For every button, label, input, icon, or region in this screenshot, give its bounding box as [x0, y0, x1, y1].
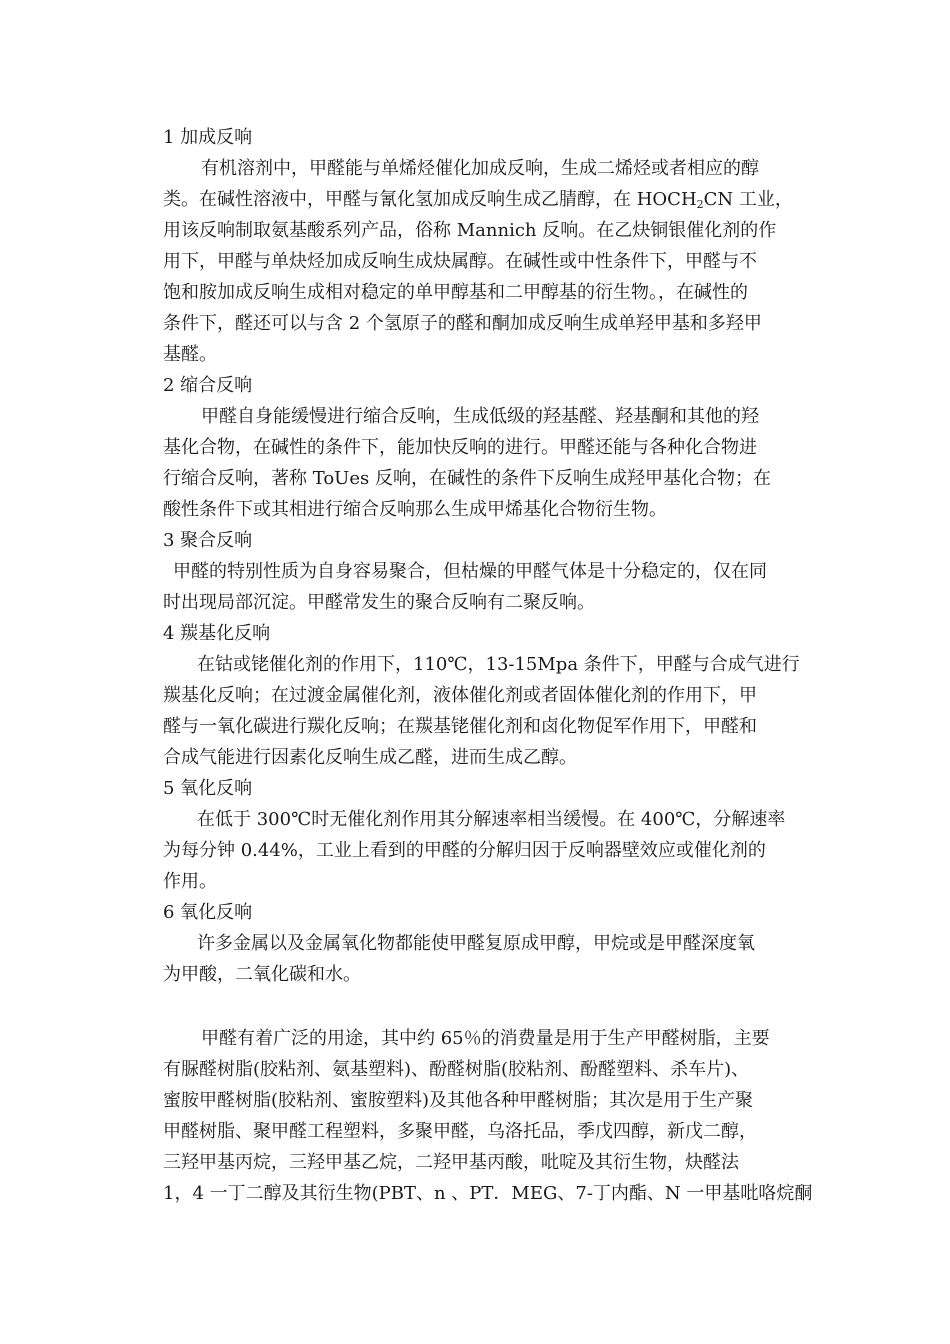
section-paragraph-oxidation-6: [163, 928, 809, 990]
paragraph-line: 为每分钟 0.44%，工业上看到的甲醛的分解归因于反响器壁效应或催化剂的: [163, 840, 766, 861]
section-paragraph-carbonylation: [163, 649, 809, 773]
paragraph-line: 作用。: [163, 871, 217, 892]
section-heading-oxidation-6: 6 氧化反响: [163, 902, 253, 923]
paragraph-line: 羰基化反响；在过渡金属催化剂，液体催化剂或者固体催化剂的作用下，甲: [163, 685, 757, 706]
paragraph-line: 许多金属以及金属氧化物都能使甲醛复原成甲醇，甲烷或是甲醛深度氧: [197, 933, 755, 954]
paragraph-line: 甲醛树脂、聚甲醛工程塑料，多聚甲醛，乌洛托品，季戊四醇，新戊二醇，: [163, 1121, 757, 1142]
section-paragraph-condensation: [163, 401, 809, 525]
paragraph-line: 1，4 一丁二醇及其衍生物(PBT、n 、PT．MEG、7-丁内酯、N 一甲基吡咯烷酮: [163, 1183, 813, 1204]
section-heading-condensation: 2 缩合反响: [163, 375, 253, 396]
paragraph-line: 合成气能进行因素化反响生成乙醛，进而生成乙醇。: [163, 747, 577, 768]
subscript-text: 2: [696, 198, 704, 211]
paragraph-line: 在低于 300℃时无催化剂作用其分解速率相当缓慢。在 400℃，分解速率: [197, 809, 786, 830]
blank-spacer: [163, 990, 809, 1023]
section-paragraph-addition: [163, 153, 809, 370]
paragraph-line: 为甲酸，二氧化碳和水。: [163, 964, 361, 985]
paragraph-line: 甲醛的特别性质为自身容易聚合，但枯燥的甲醛气体是十分稳定的，仅在同: [173, 561, 767, 582]
line-text: CN 工业，: [703, 189, 793, 210]
section-heading-addition: 1 加成反响: [163, 127, 253, 148]
paragraph-line: 时出现局部沉淀。甲醛常发生的聚合反响有二聚反响。: [163, 592, 595, 613]
section-heading-oxidation-5: 5 氧化反响: [163, 778, 253, 799]
paragraph-line: 有机溶剂中，甲醛能与单烯烃催化加成反响，生成二烯烃或者相应的醇: [201, 158, 759, 179]
paragraph-line: 在钴或铑催化剂的作用下，110℃，13-15Mpa 条件下，甲醛与合成气进行: [197, 654, 800, 675]
paragraph-line: 基醛。: [163, 344, 217, 365]
paragraph-line: 用下，甲醛与单炔烃加成反响生成炔属醇。在碱性或中性条件下，甲醛与不: [163, 251, 757, 272]
section-heading-carbonylation: 4 羰基化反响: [163, 623, 271, 644]
paragraph-line: [163, 184, 809, 215]
paragraph-line: 三羟甲基丙烷，三羟甲基乙烷，二羟甲基丙酸，吡啶及其衍生物，炔醛法: [163, 1152, 739, 1173]
usage-paragraph: [163, 1023, 813, 1209]
paragraph-line: 行缩合反响，著称 ToUes 反响，在碱性的条件下反响生成羟甲基化合物；在: [163, 468, 771, 489]
paragraph-line: 蜜胺甲醛树脂(胶粘剂、蜜胺塑料)及其他各种甲醛树脂；其次是用于生产聚: [163, 1090, 754, 1111]
line-text: 类。在碱性溶液中，甲醛与氰化氢加成反响生成乙腈醇，在 HOCH: [163, 189, 697, 210]
paragraph-line: 饱和胺加成反响生成相对稳定的单甲醇基和二甲醇基的衍生物。，在碱性的: [163, 282, 748, 303]
paragraph-line: 甲醛有着广泛的用途，其中约 65％的消费量是用于生产甲醛树脂，主要: [201, 1028, 770, 1049]
paragraph-line: 有脲醛树脂(胶粘剂、氨基塑料)、酚醛树脂(胶粘剂、酚醛塑料、杀车片)、: [163, 1059, 750, 1080]
paragraph-line: 甲醛自身能缓慢进行缩合反响，生成低级的羟基醛、羟基酮和其他的羟: [201, 406, 759, 427]
document-body: [163, 122, 813, 1209]
paragraph-line: 基化合物，在碱性的条件下，能加快反响的进行。甲醛还能与各种化合物进: [163, 437, 757, 458]
paragraph-line: 用该反响制取氨基酸系列产品，俗称 Mannich 反响。在乙炔铜银催化剂的作: [163, 220, 777, 241]
section-heading-polymerization: 3 聚合反响: [163, 530, 253, 551]
paragraph-line: 酸性条件下或其相进行缩合反响那么生成甲烯基化合物衍生物。: [163, 499, 667, 520]
section-paragraph-polymerization: [163, 556, 809, 618]
paragraph-line: 条件下，醛还可以与含 2 个氢原子的醛和酮加成反响生成单羟甲基和多羟甲: [163, 313, 762, 334]
paragraph-line: 醛与一氧化碳进行羰化反响；在羰基铑催化剂和卤化物促军作用下，甲醛和: [163, 716, 757, 737]
section-paragraph-oxidation-5: [163, 804, 809, 897]
